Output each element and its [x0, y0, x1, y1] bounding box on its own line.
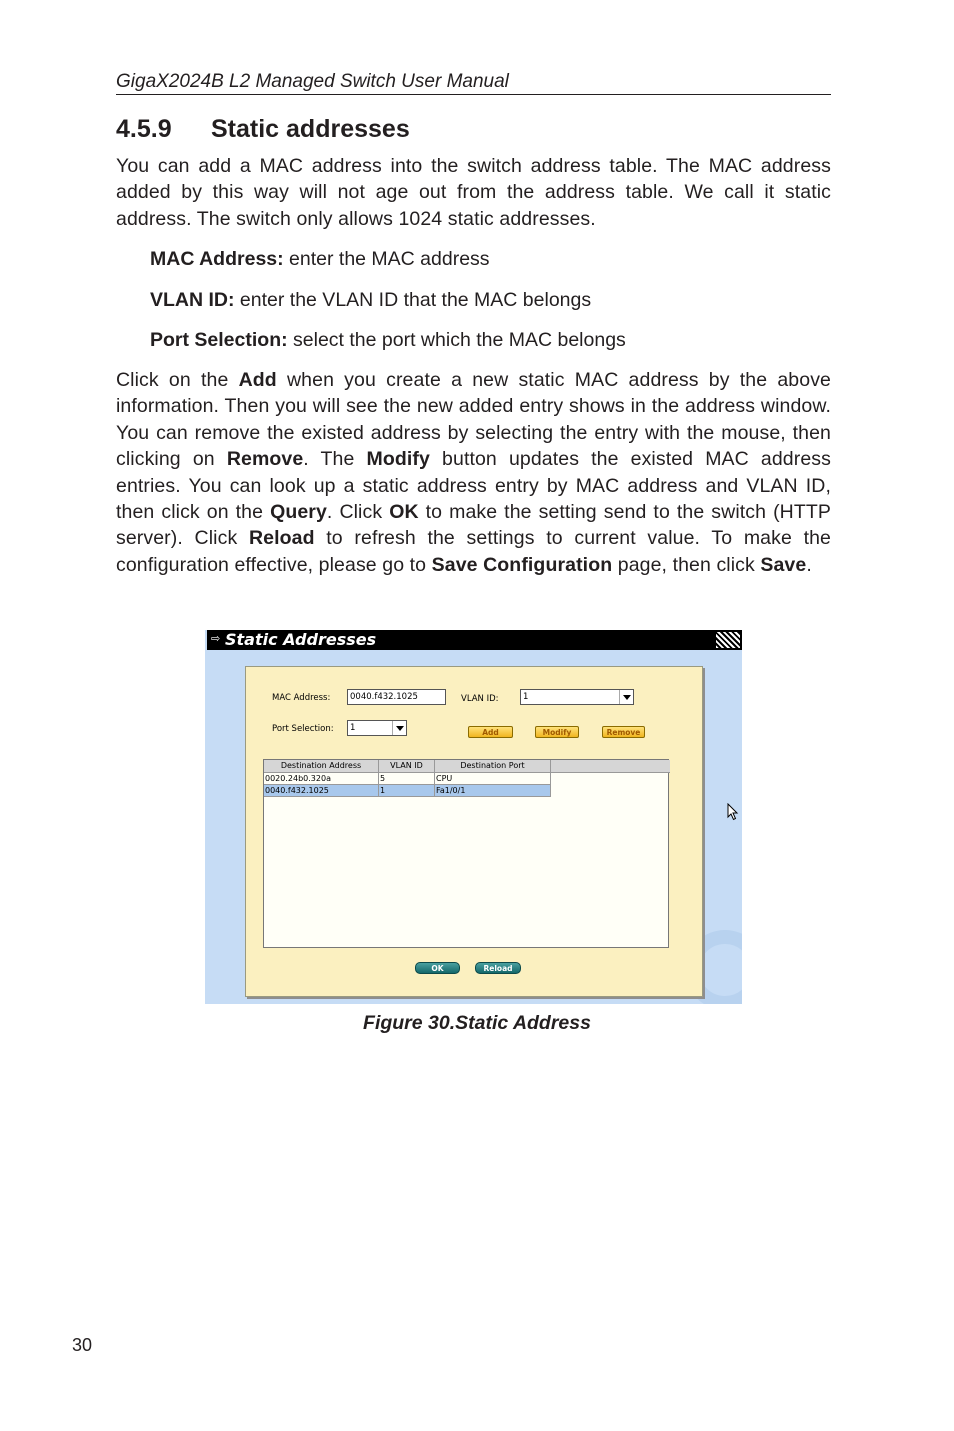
static-address-table — [263, 759, 669, 948]
vlan-id-select[interactable] — [520, 689, 634, 705]
definition-term: MAC Address: — [150, 248, 284, 270]
cell-destination-address: 0040.f432.1025 — [264, 785, 379, 797]
cell-destination-port: Fa1/0/1 — [435, 785, 551, 797]
remove-button[interactable]: Remove — [602, 726, 645, 738]
vlan-id-value: 1 — [523, 692, 529, 702]
add-button[interactable]: Add — [468, 726, 513, 738]
column-header-filler — [551, 760, 670, 773]
cell-destination-port: CPU — [435, 773, 551, 785]
static-address-panel — [245, 666, 703, 997]
chevron-down-icon — [619, 690, 633, 704]
figure-caption: Figure 30.Static Address — [363, 1012, 591, 1034]
term-query: Query — [270, 501, 327, 524]
chevron-down-icon — [392, 721, 406, 735]
running-header: GigaX2024B L2 Managed Switch User Manual — [116, 70, 831, 95]
port-selection-select[interactable] — [347, 720, 407, 736]
table-row[interactable] — [264, 773, 551, 785]
definition-desc: select the port which the MAC belongs — [287, 329, 626, 351]
section-number: 4.5.9 — [116, 115, 172, 143]
port-selection-value: 1 — [350, 723, 356, 733]
term-reload: Reload — [248, 527, 315, 550]
mouse-pointer-icon — [727, 803, 739, 821]
section-heading — [116, 112, 410, 146]
instructions-paragraph: Click on the Add when you create a new static MAC address by the above information. Then you will see the new added entry shows in the address window. You can remove the existed address by selecting the entry with the mouse, then clicking on Remove. The Modify button updates the existed MAC address entries. You can look up a static address entry by MAC address and VLAN ID, then click on the Query. Click OK to make the setting send to the switch (HTTP server). Click Reload to refresh the settings to current value. To make the configuration effective, please go to Save Configuration page, then click Save. — [116, 369, 831, 576]
mac-address-label: MAC Address: — [272, 693, 331, 703]
mac-address-input[interactable]: 0040.f432.1025 — [347, 689, 446, 705]
term-add: Add — [238, 369, 277, 391]
section-title: Static addresses — [211, 115, 410, 143]
ok-button[interactable]: OK — [415, 962, 460, 974]
term-save: Save — [760, 553, 807, 576]
term-save-configuration: Save Configuration — [431, 553, 613, 576]
definition-vlan-id — [150, 287, 591, 313]
definition-desc: enter the VLAN ID that the MAC belongs — [234, 289, 592, 311]
vlan-id-label: VLAN ID: — [461, 694, 499, 704]
definition-desc: enter the MAC address — [283, 248, 490, 270]
column-header-destination-port: Destination Port — [435, 760, 551, 773]
term-remove: Remove — [226, 448, 304, 471]
modify-button[interactable]: Modify — [535, 726, 579, 738]
table-row-selected[interactable] — [264, 785, 551, 797]
reload-button[interactable]: Reload — [475, 962, 521, 974]
definition-mac-address — [150, 246, 490, 272]
definition-port-selection — [150, 327, 626, 353]
logo-pattern-icon — [716, 632, 740, 648]
window-title: Static Addresses — [225, 630, 377, 649]
page-number: 30 — [72, 1335, 93, 1355]
cell-vlan-id: 1 — [379, 785, 435, 797]
arrow-icon: ⇨ — [211, 633, 221, 645]
cell-vlan-id: 5 — [379, 773, 435, 785]
window-titlebar — [207, 630, 742, 650]
intro-paragraph: You can add a MAC address into the switch address table. The MAC address added by this way will not age out from the address table. We call it static address. The switch only allows 1024 static addresses. — [116, 155, 831, 230]
term-ok: OK — [389, 501, 419, 524]
static-addresses-screenshot — [205, 630, 742, 1004]
term-modify: Modify — [366, 448, 430, 471]
definition-term: VLAN ID: — [150, 289, 235, 311]
definition-term: Port Selection: — [150, 329, 288, 351]
port-selection-label: Port Selection: — [272, 724, 334, 734]
cell-destination-address: 0020.24b0.320a — [264, 773, 379, 785]
column-header-vlan-id: VLAN ID — [379, 760, 435, 773]
column-header-destination-address: Destination Address — [264, 760, 379, 773]
